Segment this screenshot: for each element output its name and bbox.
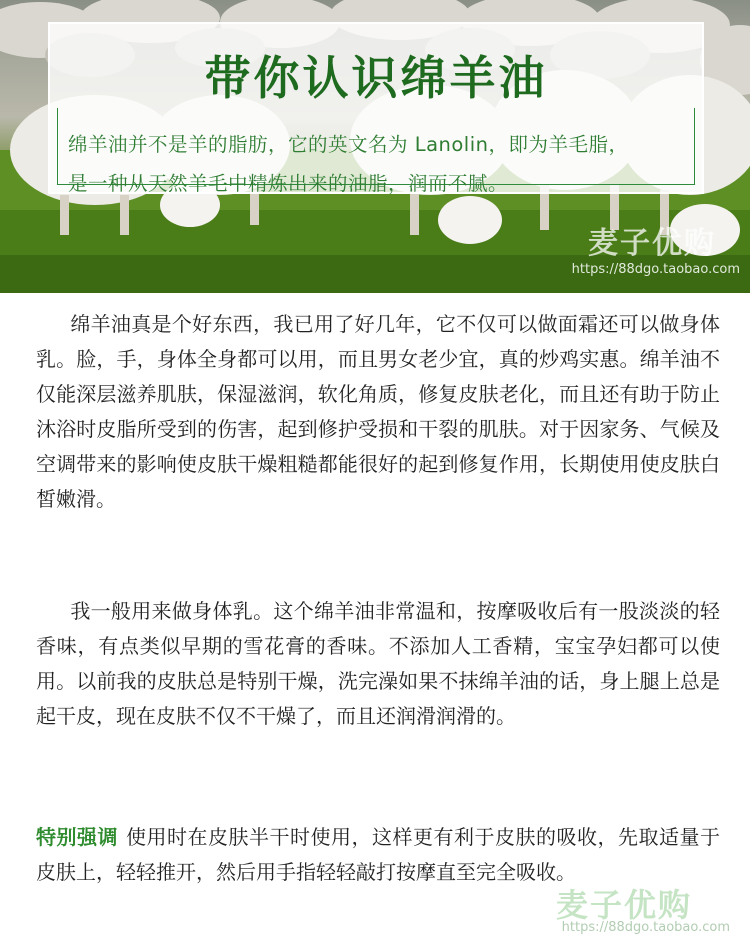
paragraph-emphasis-text: 使用时在皮肤半干时使用，这样更有利于皮肤的吸收，先取适量于皮肤上，轻轻推开，然后用手指轻轻敲打按摩直至完全吸收。 [36, 825, 720, 884]
paragraph-usage [36, 594, 720, 734]
paragraph-experience-text: 绵羊油真是个好东西，我已用了好几年，它不仅可以做面霜还可以做身体乳。脸，手，身体全身都可以用，而且男女老少宜，真的炒鸡实惠。绵羊油不仅能深层滋养肌肤，保湿滋润，软化角质，修复皮肤老化，而且还有助于防止沐浴时皮脂所受到的伤害，起到修护受损和干裂的肌肤。对于因家务、气候及空调带来的影响使皮肤干燥粗糙都能很好的起到修复作用，长期使用使皮肤白皙嫩滑。 [36, 312, 720, 511]
banner-image [0, 0, 750, 293]
intro-line-2: 是一种从天然羊毛中精炼出来的油脂，润而不腻。 [68, 172, 509, 195]
footer-watermark: 麦子优购 [555, 886, 692, 924]
paragraph-experience [36, 307, 720, 517]
intro-line-1: 绵羊油并不是羊的脂肪，它的英文名为 Lanolin，即为羊毛脂， [68, 133, 629, 156]
emphasis-label: 特别强调 [36, 825, 118, 849]
shop-watermark: 麦子优购 [588, 226, 716, 261]
footer-watermark-url: https://88dgo.taobao.com [561, 920, 730, 935]
page-title: 带你认识绵羊油 [204, 51, 548, 105]
shop-watermark-url: https://88dgo.taobao.com [571, 262, 740, 277]
paragraph-usage-text: 我一般用来做身体乳。这个绵羊油非常温和，按摩吸收后有一股淡淡的轻香味，有点类似早期的雪花膏的香味。不添加人工香精，宝宝孕妇都可以使用。以前我的皮肤总是特别干燥，洗完澡如果不抹绵羊油的话，身上腿上总是起干皮，现在皮肤不仅不干燥了，而且还润滑润滑的。 [36, 599, 720, 728]
intro-card [48, 22, 704, 194]
